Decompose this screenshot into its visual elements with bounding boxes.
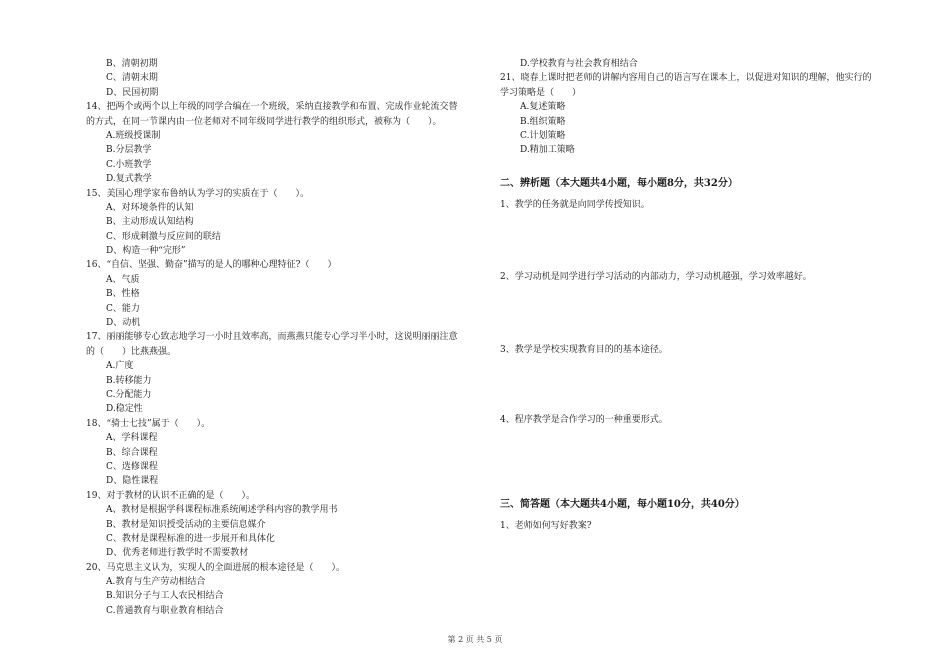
page-footer: 第 2 页 共 5 页 [447,635,503,644]
option-line: D、民国初期 [106,87,159,98]
option-line: D.稳定性 [106,404,143,415]
option-line: B.转移能力 [106,375,152,386]
section-2-question-2: 2、学习动机是同学进行学习活动的内部动力，学习动机越强，学习效率越好。 [500,272,812,283]
option-line: B、性格 [106,289,140,300]
option-line: C、教材是课程标准的进一步展开和具体化 [106,533,275,544]
option-line: C.计划策略 [520,130,566,141]
question-line: 17、丽丽能够专心致志地学习一小时且效率高，而燕燕只能专心学习半小时，这说明丽丽注意 [86,332,458,343]
right-column [500,57,880,534]
option-line: B.组织策略 [520,116,566,127]
question-line: 19、对于教材的认识不正确的是（ ）。 [86,490,255,501]
option-line: D.复式教学 [106,174,152,185]
option-line: C、清朝末期 [106,73,158,84]
option-line: D、构造一种“完形” [106,246,186,257]
option-line: C.普通教育与职业教育相结合 [106,605,224,616]
option-line: A、教材是根据学科课程标准系统阐述学科内容的教学用书 [106,505,338,516]
section-3-question-1: 1、老师如何写好教案? [500,521,592,532]
option-line: D.学校教育与社会教育相结合 [520,59,638,69]
option-line: B、清朝初期 [106,59,158,69]
right-top-options [500,57,880,158]
question-line: 15、美国心理学家布鲁纳认为学习的实质在于（ ）。 [86,188,309,199]
left-column [86,57,481,618]
option-line: B、教材是知识授受活动的主要信息媒介 [106,519,266,530]
option-line: C、形成刺激与反应间的联结 [106,231,221,242]
option-line: A、学科课程 [106,433,158,444]
question-line: 16、“自信、坚强、勤奋”描写的是人的哪种心理特征?（ ） [86,260,337,271]
option-line: C、能力 [106,303,140,314]
option-line: A.广度 [106,361,134,372]
option-line: C、选修课程 [106,461,158,472]
question-line: 的方式，在同一节课内由一位老师对不同年级同学进行教学的组织形式，被称为（ ）。 [86,116,442,127]
option-line: A、气质 [106,274,140,285]
section-2-question-3: 3、教学是学校实现教育目的的基本途径。 [500,344,668,355]
option-line: B.分层教学 [106,145,152,156]
question-line: 20、马克思主义认为，实现人的全面进展的根本途径是（ ）。 [86,562,345,573]
option-line: D、动机 [106,318,141,329]
option-line: D、隐性课程 [106,476,159,487]
question-line: 21、晓春上课时把老师的讲解内容用自己的语言写在课本上，以促进对知识的理解，他实行的 [500,73,872,84]
question-line: 14、把两个或两个以上年级的同学合编在一个班级，采纳直接教学和布置、完成作业轮流交替 [86,102,458,113]
section-2-heading: 二、辨析题（本大题共4小题，每小题8分，共32分） [500,177,738,189]
option-line: A、对环境条件的认知 [106,202,194,213]
option-line: C.小班教学 [106,159,152,170]
option-line: B、主动形成认知结构 [106,217,194,228]
option-line: B.知识分子与工人农民相结合 [106,591,224,602]
option-line: D.精加工策略 [520,145,575,156]
option-line: C.分配能力 [106,389,152,400]
question-line: 的（ ）比燕燕强。 [86,346,177,357]
question-line: 18、“骑士七技”属于（ ）。 [86,418,211,429]
section-2-question-4: 4、程序教学是合作学习的一种重要形式。 [500,414,668,425]
section-3-heading: 三、简答题（本大题共4小题，每小题10分，共40分） [500,499,745,511]
option-line: D、优秀老师进行教学时不需要教材 [106,548,249,559]
section-2-question-1: 1、教学的任务就是向同学传授知识。 [500,199,650,210]
option-line: A.教育与生产劳动相结合 [106,577,206,588]
option-line: B、综合课程 [106,447,158,458]
question-line: 学习策略是（ ） [500,87,582,98]
option-line: A.复述策略 [520,102,566,113]
option-line: A.班级授课制 [106,130,161,141]
